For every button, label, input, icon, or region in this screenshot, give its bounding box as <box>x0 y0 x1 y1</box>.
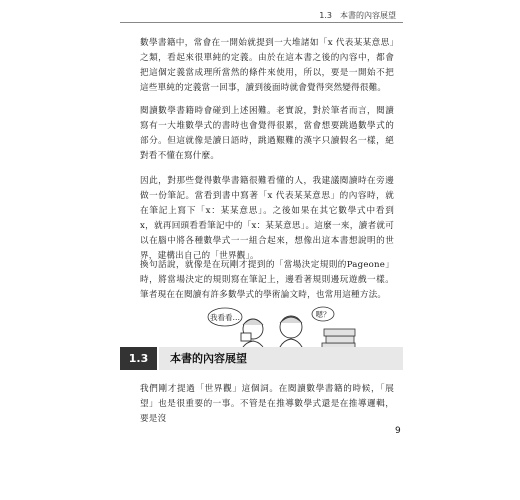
section-heading <box>120 347 403 370</box>
left-speech-text: 我看看… <box>210 313 240 322</box>
paragraph-2: 閱讀數學書籍時會碰到上述困難。老實說，對於筆者而言，閱讀寫有一大堆數學式的書時也會覺得很累，當會想要跳過數學式的部分。但這就像是讀日語時，跳過艱難的漢字只讀假名一樣，絕對看不懂在寫什麼。 <box>140 106 394 161</box>
paragraph-5: 我們剛才提過「世界觀」這個詞。在閱讀數學書籍的時候，「展望」也是很重要的一事。不管是在推導數學式還是在推導邏輯，要是沒 <box>140 384 394 424</box>
section-number: 1.3 <box>120 347 157 370</box>
right-speech-text: 嗯？ <box>315 310 331 319</box>
header-rule <box>120 22 403 23</box>
page-number: 9 <box>395 426 401 436</box>
running-header: 1.3 本書的內容展望 <box>319 11 396 20</box>
paragraph-4: 換句話說，就像是在玩剛才提到的「當場決定規則的Pageone」時，將當場決定的規則寫在筆記上，邊看著規則邊玩遊戲一樣。筆者現在在閱讀有許多數學式的學術論文時，也常用這種方法。 <box>140 260 394 300</box>
paragraph-1: 數學書籍中，常會在一開始就提到一大堆諸如「x 代表某某意思」之類，看起來很單純的定義。由於在這本書之後的內容中，都會把這個定義當成理所當然的條件來使用，所以，要是一開始不把這些單純的定義當一回事，讀到後面時就會覺得突然變得很難。 <box>140 38 394 93</box>
section-title: 本書的內容展望 <box>170 352 247 365</box>
paragraph-3: 因此，對那些覺得數學書籍很難看懂的人，我建議閱讀時在旁邊做一份筆記。當看到書中寫著「x 代表某某意思」的內容時，就在筆記上寫下「x：某某意思」。之後如果在其它數學式中看到 x，就再回頭看看筆記中的「x：某某意思」。這麼一來，讀者就可以在腦中將各種數學式一一組合起來，想像出這本書想說明的世界，建構出自己的「世界觀」。 <box>140 176 394 261</box>
